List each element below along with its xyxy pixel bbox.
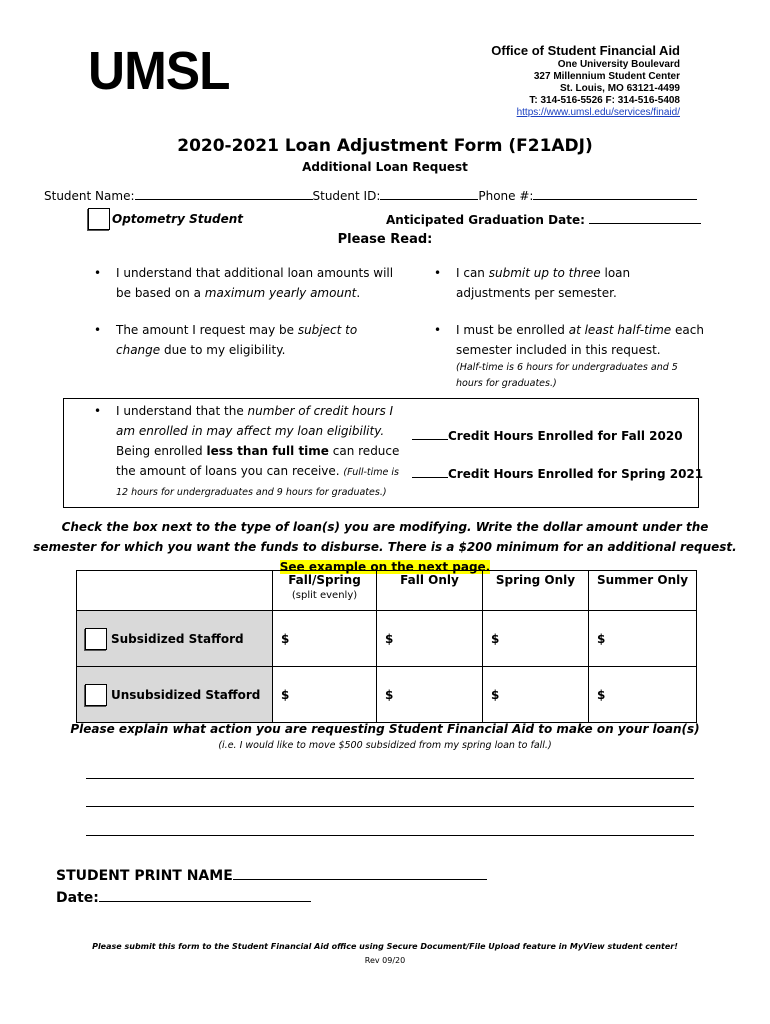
student-info-row — [44, 188, 697, 203]
date-row — [56, 888, 311, 906]
graduation-date-field[interactable] — [589, 212, 701, 224]
form-subtitle: Additional Loan Request — [302, 160, 468, 174]
see-example-highlight: See example on the next page. — [279, 560, 491, 574]
bullet-icon: • — [434, 323, 442, 337]
bullet-credit-hours: • I understand that the number of credit hours I am enrolled in may affect my loan eligibility. Being enrolled less than full time can reduce the amount of loans you can receive. (Full-time is 12 hours for undergraduates and 9 hours for graduates.) — [116, 401, 400, 501]
address-line-3: St. Louis, MO 63121-4499 — [559, 83, 680, 94]
bullet-half-time: • I must be enrolled at least half-time each semester included in this request. (Half-time is 6 hours for undergraduates and 5 hours for graduates.) — [456, 320, 706, 392]
spring-credit-hours-field[interactable] — [412, 466, 448, 478]
table-corner-cell — [77, 571, 273, 611]
bullet-max-yearly: • I understand that additional loan amounts will be based on a maximum yearly amount. — [116, 263, 396, 303]
loan-instructions — [0, 517, 770, 577]
full-time-note: (Full-time is 12 hours for undergraduates and 9 hours for graduates.) — [116, 467, 400, 498]
graduation-date-row — [386, 212, 701, 227]
bullet-icon: • — [94, 323, 102, 337]
optometry-label: Optometry Student — [112, 212, 243, 226]
student-name-label: Student Name: — [44, 189, 135, 203]
unsubsidized-fall-spring-amount[interactable]: $ — [273, 667, 377, 723]
header-summer-only: Summer Only — [589, 571, 697, 611]
office-title: Office of Student Financial Aid — [491, 43, 680, 58]
optometry-checkbox[interactable] — [88, 208, 110, 230]
student-id-field[interactable] — [380, 188, 478, 200]
subsidized-summer-amount[interactable]: $ — [589, 611, 697, 667]
print-name-label: STUDENT PRINT NAME — [56, 868, 233, 884]
explain-line-1[interactable] — [86, 778, 694, 779]
bullet-icon: • — [94, 404, 102, 418]
subsidized-fall-amount[interactable]: $ — [377, 611, 483, 667]
student-id-label: Student ID: — [312, 189, 381, 203]
fall-credit-hours-field[interactable] — [412, 428, 448, 440]
subsidized-fall-spring-amount[interactable]: $ — [273, 611, 377, 667]
spring-credit-hours-row — [412, 466, 703, 481]
unsubsidized-spring-amount[interactable]: $ — [483, 667, 589, 723]
date-label: Date: — [56, 890, 99, 906]
subsidized-row-label: Subsidized Stafford — [77, 611, 273, 667]
please-read-heading: Please Read: — [337, 232, 433, 247]
half-time-note: (Half-time is 6 hours for undergraduates and 5 hours for graduates.) — [456, 362, 678, 389]
bullet-icon: • — [94, 266, 102, 280]
print-name-row — [56, 866, 487, 884]
umsl-logo: UMSL — [88, 41, 230, 101]
unsubsidized-summer-amount[interactable]: $ — [589, 667, 697, 723]
phone-label: Phone #: — [478, 189, 534, 203]
fall-credit-hours-row — [412, 428, 683, 443]
bullet-three-adjustments: • I can submit up to three loan adjustments per semester. — [456, 263, 681, 303]
subsidized-checkbox[interactable] — [85, 628, 107, 650]
unsubsidized-checkbox[interactable] — [85, 684, 107, 706]
phone-field[interactable] — [533, 188, 697, 200]
graduation-date-label: Anticipated Graduation Date: — [386, 213, 585, 227]
bullet-icon: • — [434, 266, 442, 280]
office-contact — [491, 43, 680, 119]
instructions-line-1: Check the box next to the type of loan(s) you are modifying. Write the dollar amount under the — [61, 520, 709, 534]
phone-fax-line: T: 314-516-5526 F: 314-516-5408 — [529, 95, 680, 106]
fall-credit-hours-label: Credit Hours Enrolled for Fall 2020 — [448, 429, 683, 443]
bullet-subject-to-change: • The amount I request may be subject to change due to my eligibility. — [116, 320, 378, 360]
student-name-field[interactable] — [135, 188, 313, 200]
subsidized-spring-amount[interactable]: $ — [483, 611, 589, 667]
print-name-field[interactable] — [233, 866, 487, 880]
spring-credit-hours-label: Credit Hours Enrolled for Spring 2021 — [448, 467, 704, 481]
form-title: 2020-2021 Loan Adjustment Form (F21ADJ) — [177, 136, 593, 156]
explain-line-2[interactable] — [86, 806, 694, 807]
explain-line-3[interactable] — [86, 835, 694, 836]
finaid-website-link[interactable]: https://www.umsl.edu/services/finaid/ — [516, 107, 680, 118]
explain-example: (i.e. I would like to move $500 subsidized from my spring loan to fall.) — [218, 740, 552, 751]
revision-label: Rev 09/20 — [364, 956, 406, 965]
loan-amount-table — [76, 570, 697, 723]
date-field[interactable] — [99, 888, 311, 902]
unsubsidized-fall-amount[interactable]: $ — [377, 667, 483, 723]
header-spring-only: Spring Only — [483, 571, 589, 611]
header-fall-only: Fall Only — [377, 571, 483, 611]
unsubsidized-row-label: Unsubsidized Stafford — [77, 667, 273, 723]
header-fall-spring: Fall/Spring (split evenly) — [273, 571, 377, 611]
explain-prompt: Please explain what action you are requesting Student Financial Aid to make on your loan(s) — [70, 722, 700, 736]
instructions-line-2: semester for which you want the funds to disburse. There is a $200 minimum for an additional request. — [33, 540, 737, 554]
submission-note: Please submit this form to the Student Financial Aid office using Secure Document/File Upload feature in MyView student center! — [92, 942, 678, 951]
address-line-1: One University Boulevard — [557, 59, 680, 70]
address-line-2: 327 Millennium Student Center — [533, 71, 680, 82]
